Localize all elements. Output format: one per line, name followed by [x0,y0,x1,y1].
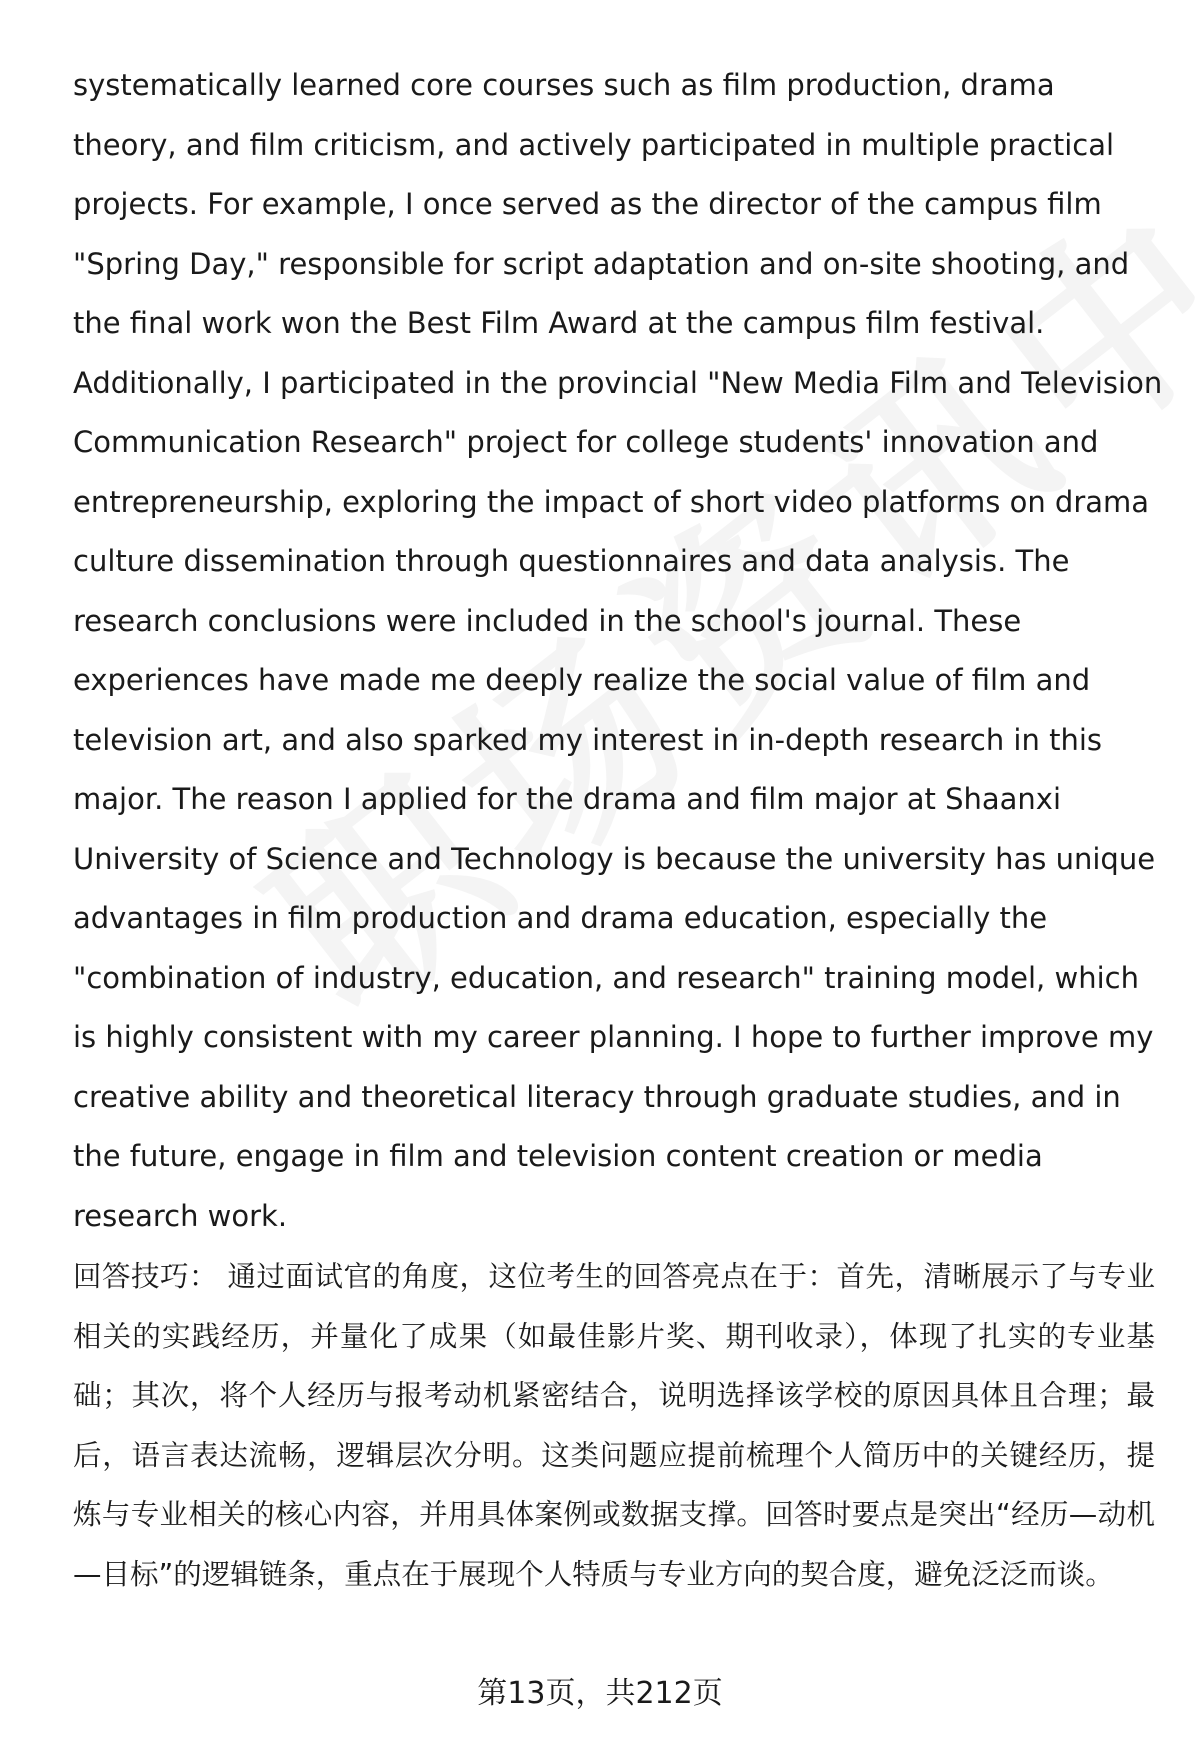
answer-tips-paragraph [73,1247,1155,1604]
answer-paragraph: systematically learned core courses such as film production, drama theory, and film criticism, and actively participated in multiple practical projects. For example, I once served as the director of the campus film "Spring Day," responsible for script adaptation and on-site shooting, and the final work won the Best Film Award at the campus film festival. Additionally, I participated in the provincial "New Media Film and Television Communication Research" project for college students' innovation and entrepreneurship, exploring the impact of short video platforms on drama culture dissemination through questionnaires and data analysis. The research conclusions were included in the school's journal. These experiences have made me deeply realize the social value of film and television art, and also sparked my interest in in-depth research in this major. The reason I applied for the drama and film major at Shaanxi University of Science and Technology is because the university has unique advantages in film production and drama education, especially the "combination of industry, education, and research" training model, which is highly consistent with my career planning. I hope to further improve my creative ability and theoretical literacy through graduate studies, and in the future, engage in film and television content creation or media research work. [73,68,1163,1233]
tips-text: 通过面试官的角度，这位考生的回答亮点在于：首先，清晰展示了与专业相关的实践经历，并量化了成果（如最佳影片奖、期刊收录），体现了扎实的专业基础；其次，将个人经历与报考动机紧密结合，说明选择该学校的原因具体且合理；最后，语言表达流畅，逻辑层次分明。这类问题应提前梳理个人简历中的关键经历，提炼与专业相关的核心内容，并用具体案例或数据支撑。回答时要点是突出“经历—动机—目标”的逻辑链条，重点在于展现个人特质与专业方向的契合度，避免泛泛而谈。 [73,1260,1155,1591]
tips-label: 回答技巧： [73,1260,218,1293]
page-number-footer: 第13页，共212页 [477,1676,723,1711]
